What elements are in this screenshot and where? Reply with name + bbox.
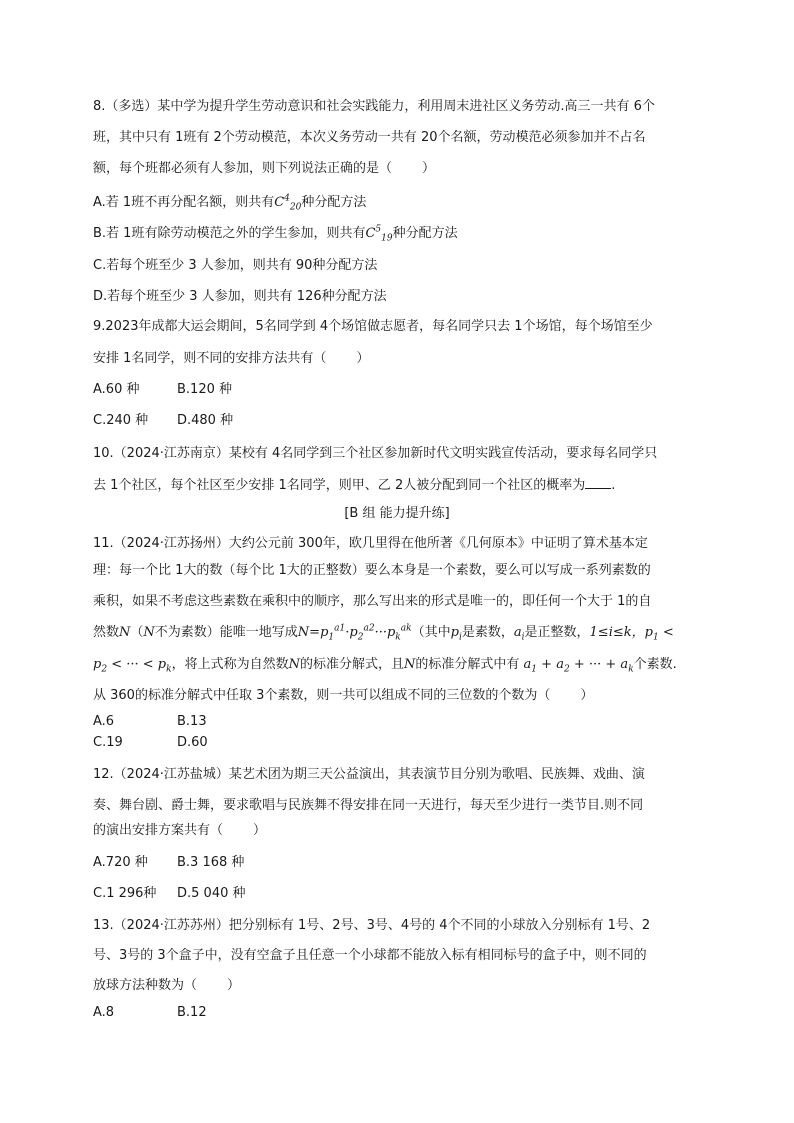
q8-option-d[interactable]: D.若每个班至少 3 人参加，则共有 126种分配方法 bbox=[93, 289, 387, 304]
q9-line-2 bbox=[93, 350, 701, 368]
q10-stem-end: 去 1个社区，每个社区至少安排 1名同学，则甲、乙 2人被分配到同一个社区的概率为 bbox=[93, 478, 586, 493]
q12-options-row-1 bbox=[93, 854, 701, 872]
q9-stem-end: 安排 1名同学，则不同的安排方法共有（ bbox=[93, 351, 327, 366]
q8-option-a-post: 种分配方法 bbox=[301, 195, 367, 210]
q13-line-2: 号、3号的 3个盒子中，没有空盒子且任意一个小球都不能放入标有相同标号的盒子中，则不同的 bbox=[93, 948, 647, 963]
q11-line-2: 理：每一个比 1大的数（每个比 1大的正整数）要么本身是一个素数，要么可以写成一系列素数的 bbox=[93, 563, 651, 578]
q12-option-d[interactable]: D.5 040 种 bbox=[177, 886, 246, 901]
q11-line-6: 从 360的标准分解式中任取 3个素数，则一共可以组成不同的三位数的个数为（ ） bbox=[93, 688, 594, 703]
q9-paren-close: ） bbox=[356, 351, 370, 366]
q8-option-c[interactable]: C.若每个班至少 3 人参加，则共有 90种分配方法 bbox=[93, 258, 378, 273]
q9-options-row-1 bbox=[93, 381, 701, 399]
q9-option-a[interactable]: A.60 种 bbox=[93, 382, 140, 397]
q9-options-row-2 bbox=[93, 412, 701, 430]
q11-option-c[interactable]: C.19 bbox=[93, 735, 123, 750]
q10-line-2: 去 1个社区，每个社区至少安排 1名同学，则甲、乙 2人被分配到同一个社区的概率为 . bbox=[93, 478, 616, 493]
q9-option-b[interactable]: B.120 种 bbox=[177, 382, 232, 397]
q8-option-b-pre: B.若 1班有除劳动模范之外的学生参加，则共有 bbox=[93, 226, 366, 241]
q11-options-row-1 bbox=[93, 713, 701, 731]
q8-line-2: 班，其中只有 1班有 2个劳动模范，本次义务劳动一共有 20个名额，劳动模范必须参加并不占名 bbox=[93, 130, 646, 145]
q8-option-b[interactable] bbox=[93, 225, 701, 243]
q13-line-1: 13.（2024·江苏苏州）把分别标有 1号、2号、3号、4号的 4个不同的小球放入分别标有 1号、2 bbox=[93, 918, 651, 933]
q8-option-b-post: 种分配方法 bbox=[392, 226, 458, 241]
q13-option-a[interactable]: A.8 bbox=[93, 1005, 115, 1020]
combination-c-19-5: $C^5_{19}$ bbox=[365, 224, 393, 244]
q13-option-b[interactable]: B.12 bbox=[177, 1005, 207, 1020]
q11-options-row-2 bbox=[93, 734, 701, 752]
q8-option-a-pre: A.若 1班不再分配名额，则共有 bbox=[93, 195, 275, 210]
q11-line-5: $p_2$ < ··· < $p_k$，将上式称为自然数N的标准分解式，且N的标准分解式中有 $a_1 + a_2$ + ··· + $a_k$个素数. bbox=[93, 657, 677, 675]
q11-option-d[interactable]: D.60 bbox=[177, 735, 208, 750]
q9-line-1: 9.2023年成都大运会期间，5名同学到 4个场馆做志愿者，每名同学只去 1个场馆，每个场馆至少 bbox=[93, 319, 653, 334]
q9-option-c[interactable]: C.240 种 bbox=[93, 413, 149, 428]
q8-line-3 bbox=[93, 160, 701, 178]
q9-option-d[interactable]: D.480 种 bbox=[177, 413, 234, 428]
combination-c-20-4: $C^4_{20}$ bbox=[274, 193, 302, 213]
q13-line-3: 放球方法种数为（ ） bbox=[93, 978, 241, 993]
q12-line-1: 12.（2024·江苏盐城）某艺术团为期三天公益演出，其表演节目分别为歌唱、民族舞、戏曲、演 bbox=[93, 767, 645, 782]
q8-stem-end: 额，每个班都必须有人参加，则下列说法正确的是（ bbox=[93, 161, 393, 176]
q8-line-1: 8.（多选）某中学为提升学生劳动意识和社会实践能力，利用周末进社区义务劳动.高三一共有 6个 bbox=[93, 99, 655, 114]
q11-option-b[interactable]: B.13 bbox=[177, 714, 207, 729]
q11-line-4: 然数N（N不为素数）能唯一地写成$N=p_1^{a1}\cdot p_2^{a2}\cdot\cdot\cdot p_k^{ak}$（其中$p_i$是素数，$a_i$是正整数，1≤i≤k，$p_1$ < bbox=[93, 623, 674, 643]
q11-line-1: 11.（2024·江苏扬州）大约公元前 300年，欧几里得在他所著《几何原本》中证明了算术基本定 bbox=[93, 536, 648, 551]
q12-option-a[interactable]: A.720 种 bbox=[93, 855, 148, 870]
q11-option-a[interactable]: A.6 bbox=[93, 714, 115, 729]
answer-blank[interactable] bbox=[585, 476, 611, 489]
q13-options-row-1 bbox=[93, 1004, 701, 1022]
q12-line-3: 的演出安排方案共有（ ） bbox=[93, 823, 267, 838]
q8-option-a[interactable] bbox=[93, 194, 701, 212]
q8-paren-close: ） bbox=[422, 161, 436, 176]
q11-line-3: 乘积，如果不考虑这些素数在乘积中的顺序，那么写出来的形式是唯一的，即任何一个大于 1的自 bbox=[93, 594, 652, 609]
section-header: [B 组 能力提升练] bbox=[344, 506, 450, 521]
q12-line-2: 奏、舞台剧、爵士舞，要求歌唱与民族舞不得安排在同一天进行，每天至少进行一类节目.则不同 bbox=[93, 798, 644, 813]
q12-options-row-2 bbox=[93, 885, 701, 903]
q12-option-c[interactable]: C.1 296种 bbox=[93, 886, 157, 901]
q10-line-1: 10.（2024·江苏南京）某校有 4名同学到三个社区参加新时代文明实践宣传活动，要求每名同学只 bbox=[93, 446, 658, 461]
factorization-formula: $N=p_1^{a1}\cdot p_2^{a2}\cdot\cdot\cdot p_k^{ak}$ bbox=[297, 623, 412, 643]
q12-option-b[interactable]: B.3 168 种 bbox=[177, 855, 245, 870]
